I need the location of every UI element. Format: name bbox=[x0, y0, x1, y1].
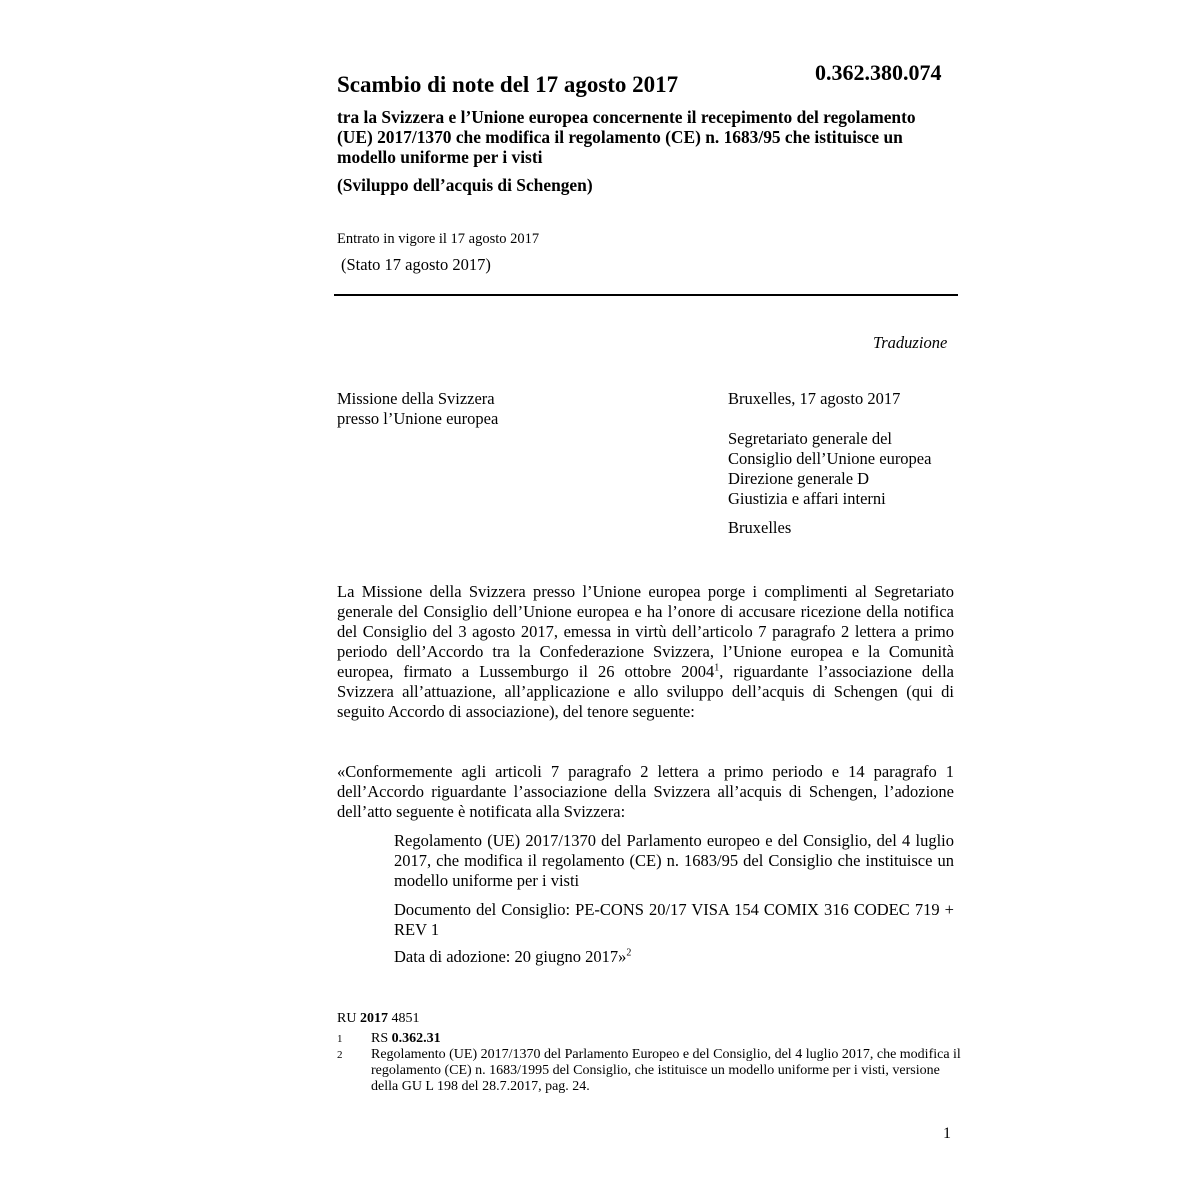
recipient-line: Direzione generale D bbox=[728, 469, 870, 488]
recipient-line: Segretariato generale del bbox=[728, 429, 892, 448]
sender-line: Missione della Svizzera bbox=[337, 389, 495, 408]
council-document: Documento del Consiglio: PE-CONS 20/17 VISA 154 COMIX 316 CODEC 719 + REV 1 bbox=[394, 900, 954, 939]
paragraph-text: La Missione della Svizzera presso l’Unione europea porge i complimenti al Segretariato generale del Consiglio dell’Unione europea e ha l’onore di accusare ricezione della notifica del Consiglio del 3 agosto 2017, emessa in virtù dell’articolo 7 paragrafo 2 lettera a primo periodo dell’Accordo tra la Confederazione Svizzera, l’Unione europea e la Comunità europea, firmato a Lussemburgo il 26 ottobre 2004 bbox=[337, 582, 954, 681]
adoption-date bbox=[394, 947, 954, 967]
footnote-number: 2 bbox=[337, 1049, 343, 1061]
recipient-block bbox=[728, 429, 931, 509]
adoption-text: Data di adozione: 20 giugno 2017» bbox=[394, 947, 627, 966]
schengen-development-note: (Sviluppo dell’acquis di Schengen) bbox=[337, 175, 593, 195]
ru-year: 2017 bbox=[359, 1011, 388, 1026]
recipient-line: Consiglio dell’Unione europea bbox=[728, 449, 932, 468]
body-paragraph-2: «Conformemente agli articoli 7 paragrafo 2 lettera a primo periodo e 14 paragrafo 1 dell’Accordo riguardante l’associazione della Svizzera all’acquis di Schengen, l’adozione dell’atto seguente è notificata alla Svizzera: bbox=[337, 762, 954, 821]
translation-label: Traduzione bbox=[873, 333, 948, 352]
recipient-city: Bruxelles bbox=[728, 518, 792, 537]
document-subtitle: tra la Svizzera e l’Unione europea concernente il recepimento del regolamento (UE) 2017/1370 che modifica il regolamento (CE) n. 1683/95 che istituisce un modello uniforme per i visti bbox=[337, 107, 916, 167]
place-date: Bruxelles, 17 agosto 2017 bbox=[728, 389, 901, 408]
header-divider bbox=[334, 294, 958, 296]
status-date: (Stato 17 agosto 2017) bbox=[341, 255, 491, 274]
footnote-number: 1 bbox=[337, 1033, 343, 1045]
document-title: Scambio di note del 17 agosto 2017 bbox=[337, 72, 679, 97]
footnote-ref-2[interactable]: 2 bbox=[626, 947, 632, 959]
page-number: 1 bbox=[943, 1125, 951, 1142]
footnote-text bbox=[371, 1031, 961, 1047]
sr-number: 0.362.380.074 bbox=[815, 60, 942, 85]
sender-line: presso l’Unione europea bbox=[337, 409, 499, 428]
footnote-rs-prefix: RS bbox=[371, 1031, 389, 1046]
footnote-text: Regolamento (UE) 2017/1370 del Parlamento Europeo e del Consiglio, del 4 luglio 2017, che modifica il regolamento (CE) n. 1683/1995 del Consiglio, che istituisce un modello uniforme per i visti, versione della GU L 198 del 28.7.2017, pag. 24. bbox=[371, 1047, 961, 1094]
body-paragraph-1 bbox=[337, 582, 954, 722]
ru-page: 4851 bbox=[391, 1011, 420, 1026]
footnote-ref-1[interactable]: 1 bbox=[714, 662, 720, 674]
footnote-rs-link[interactable]: 0.362.31 bbox=[391, 1031, 441, 1046]
entry-into-force: Entrato in vigore il 17 agosto 2017 bbox=[337, 231, 540, 247]
recipient-line: Giustizia e affari interni bbox=[728, 489, 886, 508]
ru-reference bbox=[337, 1011, 419, 1027]
sender-block bbox=[337, 389, 498, 429]
paragraph-text: , riguardante l’associazione della Svizzera all’attuazione, all’applicazione e allo sviluppo dell’acquis di Schengen (qui di seguito Accordo di associazione), del tenore seguente: bbox=[337, 662, 954, 721]
ru-prefix: RU bbox=[337, 1011, 357, 1026]
regulation-reference: Regolamento (UE) 2017/1370 del Parlamento europeo e del Consiglio, del 4 luglio 2017, che modifica il regolamento (CE) n. 1683/95 del Consiglio che instituisce un modello uniforme per i visti bbox=[394, 831, 954, 890]
